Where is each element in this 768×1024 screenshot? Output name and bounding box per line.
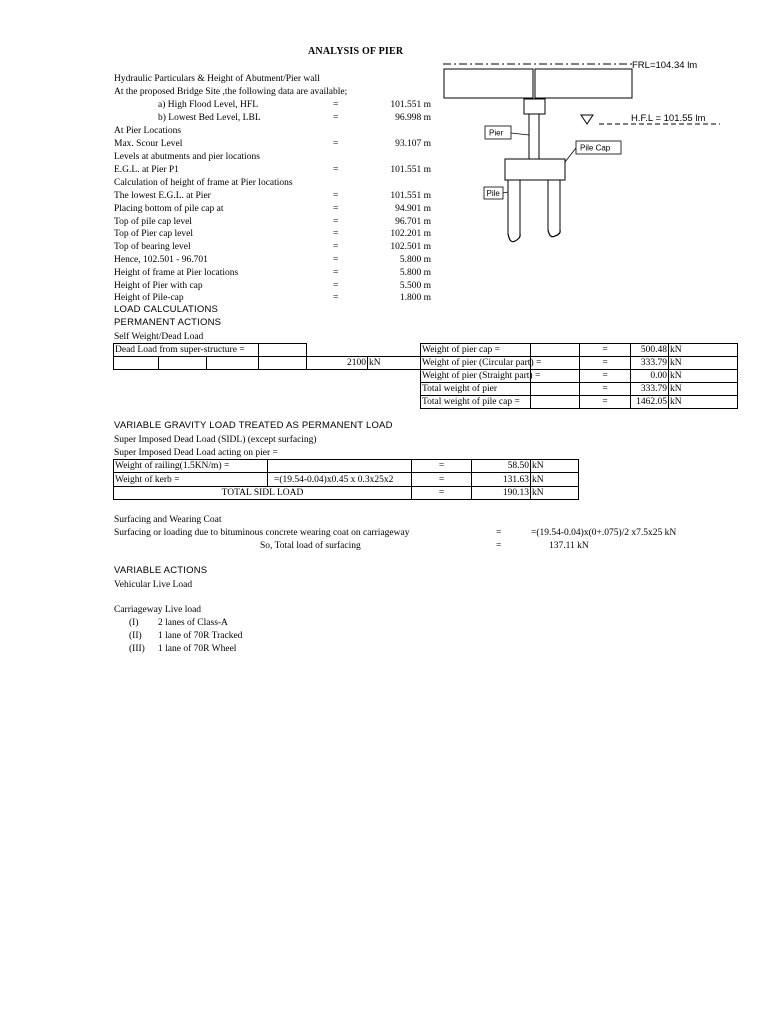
calc-row-value: 5.800 m bbox=[399, 255, 431, 265]
surfacing-formula: =(19.54-0.04)x(0+.075)/2 x7.5x25 kN bbox=[531, 528, 677, 538]
calc-row-value: 96.701 m bbox=[395, 216, 431, 227]
dead-load-value: 2100 bbox=[347, 358, 366, 368]
sidl-total-eq: = bbox=[438, 488, 445, 498]
calc-row-label: Placing bottom of pile cap at bbox=[114, 203, 224, 214]
calc-row-value: 94.901 m bbox=[395, 203, 431, 214]
calc-row-label: The lowest E.G.L. at Pier bbox=[114, 191, 211, 201]
railing-value: 58.50 bbox=[507, 461, 529, 471]
weight-row-value: 333.79 bbox=[640, 358, 667, 368]
load-heading: LOAD CALCULATIONS bbox=[114, 304, 219, 315]
weight-row-eq: = bbox=[602, 358, 608, 368]
pile-tip-left bbox=[508, 234, 520, 242]
railing-label: Weight of railing(1.5KN/m) = bbox=[115, 461, 230, 471]
scour-label: Max. Scour Level bbox=[114, 139, 183, 149]
sidl-total-label: TOTAL SIDL LOAD bbox=[221, 488, 304, 498]
sidl-heading: VARIABLE GRAVITY LOAD TREATED AS PERMANENT LOAD bbox=[114, 420, 393, 431]
weight-row-cell bbox=[530, 382, 580, 396]
weight-row-label: Weight of pier cap = bbox=[422, 345, 500, 355]
sidl-line2: Super Imposed Dead Load acting on pier = bbox=[114, 448, 278, 458]
self-weight-heading: Self Weight/Dead Load bbox=[114, 332, 204, 342]
weight-row-eq: = bbox=[602, 345, 608, 355]
dl-row-cell-2 bbox=[158, 356, 207, 370]
levels-heading: Levels at abutments and pier locations bbox=[114, 152, 260, 162]
carriageway-heading: Carriageway Live load bbox=[114, 605, 202, 615]
scour-value: 93.107 m bbox=[395, 139, 431, 149]
weight-row-label: Weight of pier (Straight part) = bbox=[422, 371, 541, 381]
calc-row-label: Hence, 102.501 - 96.701 bbox=[114, 255, 208, 265]
weight-row-eq: = bbox=[602, 384, 608, 394]
frl-label: FRL=104.34 lm bbox=[632, 60, 698, 71]
lbl-value: 96.998 m bbox=[395, 113, 431, 123]
calc-row-eq: = bbox=[333, 242, 339, 253]
weight-row-unit: kN bbox=[670, 384, 682, 394]
pier-callout: Pier bbox=[489, 128, 504, 138]
variable-heading: VARIABLE ACTIONS bbox=[114, 565, 208, 576]
pile-tip-right bbox=[548, 230, 560, 237]
weight-row-label: Total weight of pier bbox=[422, 384, 498, 394]
pier-locations-heading: At Pier Locations bbox=[114, 126, 182, 136]
dead-load-empty-cell bbox=[258, 343, 307, 357]
deck-right bbox=[535, 69, 632, 98]
weight-row-label: Weight of pier (Circular part) = bbox=[422, 358, 542, 368]
egl-eq: = bbox=[333, 165, 339, 175]
dl-row-cell-4 bbox=[258, 356, 307, 370]
calc-row-value: 102.501 m bbox=[390, 242, 431, 253]
egl-value: 101.551 m bbox=[390, 165, 431, 175]
weight-row-unit: kN bbox=[670, 345, 682, 355]
calc-row-label: Top of pile cap level bbox=[114, 216, 192, 227]
surfacing-line: Surfacing or loading due to bituminous concrete wearing coat on carriageway bbox=[114, 528, 410, 538]
weight-row-cell bbox=[530, 356, 580, 370]
calc-row-value: 5.500 m bbox=[399, 280, 431, 291]
hfl-marker bbox=[581, 115, 593, 124]
weight-row-value: 333.79 bbox=[640, 384, 667, 394]
scour-eq: = bbox=[333, 139, 339, 149]
pier-diagram bbox=[440, 58, 730, 250]
vehicular-heading: Vehicular Live Load bbox=[114, 580, 193, 590]
weight-row-value: 0.00 bbox=[650, 371, 667, 381]
deck-left bbox=[444, 69, 533, 98]
weight-row-eq: = bbox=[602, 397, 608, 407]
kerb-unit: kN bbox=[532, 475, 544, 485]
live-load-item: 1 lane of 70R Tracked bbox=[158, 631, 243, 641]
calc-row-eq: = bbox=[333, 191, 339, 201]
weight-row-unit: kN bbox=[670, 358, 682, 368]
lbl-eq: = bbox=[333, 113, 339, 123]
calc-row-label: Height of Pile-cap bbox=[114, 293, 184, 304]
calc-row-value: 102.201 m bbox=[390, 229, 431, 240]
dl-row-cell-1 bbox=[113, 356, 159, 370]
railing-formula-cell bbox=[267, 459, 412, 473]
calc-row-eq: = bbox=[333, 229, 339, 240]
railing-unit: kN bbox=[532, 461, 544, 471]
pile-callout: Pile bbox=[486, 189, 500, 198]
weight-row-eq: = bbox=[602, 371, 608, 381]
sidl-line1: Super Imposed Dead Load (SIDL) (except surfacing) bbox=[114, 435, 317, 445]
calc-row-value: 1.800 m bbox=[399, 293, 431, 304]
surfacing-eq: = bbox=[496, 528, 502, 538]
calc-row-value: 5.800 m bbox=[399, 267, 431, 278]
hydraulic-heading: Hydraulic Particulars & Height of Abutment/Pier wall bbox=[114, 74, 320, 84]
weight-row-unit: kN bbox=[670, 397, 682, 407]
lbl-label: b) Lowest Bed Level, LBL bbox=[158, 113, 261, 123]
live-load-number: (III) bbox=[129, 644, 145, 654]
surfacing-total-eq: = bbox=[496, 541, 502, 551]
kerb-eq: = bbox=[438, 475, 445, 485]
hfl-value: 101.551 m bbox=[390, 100, 431, 110]
dead-load-label: Dead Load from super-structure = bbox=[115, 345, 245, 355]
live-load-item: 2 lanes of Class-A bbox=[158, 618, 228, 628]
calc-row-eq: = bbox=[333, 255, 339, 265]
weight-row-value: 1462.05 bbox=[636, 397, 667, 407]
egl-label: E.G.L. at Pier P1 bbox=[114, 165, 179, 175]
weight-row-cell bbox=[530, 395, 580, 409]
sidl-total-unit: kN bbox=[532, 488, 544, 498]
weight-row-unit: kN bbox=[670, 371, 682, 381]
calc-row-eq: = bbox=[333, 203, 339, 214]
railing-eq: = bbox=[438, 461, 445, 471]
calc-row-eq: = bbox=[333, 293, 339, 304]
surfacing-total-label: So, Total load of surfacing bbox=[260, 541, 361, 551]
pier-cap-shape bbox=[524, 99, 545, 114]
calc-row-label: Top of bearing level bbox=[114, 242, 191, 253]
weight-row-label: Total weight of pile cap = bbox=[422, 397, 520, 407]
pier-column bbox=[529, 114, 539, 159]
calc-heading: Calculation of height of frame at Pier locations bbox=[114, 178, 293, 188]
surfacing-total-value: 137.11 kN bbox=[549, 541, 589, 551]
kerb-value: 131.63 bbox=[502, 475, 529, 485]
page-title: ANALYSIS OF PIER bbox=[308, 46, 404, 57]
calc-row-label: Height of frame at Pier locations bbox=[114, 267, 239, 278]
hfl-label: a) High Flood Level, HFL bbox=[158, 100, 259, 110]
kerb-label: Weight of kerb = bbox=[115, 475, 180, 485]
calc-row-eq: = bbox=[333, 267, 339, 278]
weight-row-value: 500.48 bbox=[640, 345, 667, 355]
hfl-label: H.F.L = 101.55 lm bbox=[631, 113, 706, 124]
live-load-item: 1 lane of 70R Wheel bbox=[158, 644, 237, 654]
permanent-heading: PERMANENT ACTIONS bbox=[114, 317, 222, 328]
calc-row-label: Height of Pier with cap bbox=[114, 280, 203, 291]
dead-load-unit: kN bbox=[369, 358, 381, 368]
kerb-formula: =(19.54-0.04)x0.45 x 0.3x25x2 bbox=[274, 475, 394, 485]
calc-row-eq: = bbox=[333, 280, 339, 291]
sidl-total-value: 190.13 bbox=[502, 488, 529, 498]
dl-row-cell-3 bbox=[206, 356, 259, 370]
live-load-number: (I) bbox=[129, 618, 139, 628]
weight-row-cell bbox=[530, 369, 580, 383]
calc-row-value: 101.551 m bbox=[390, 191, 431, 201]
hfl-eq: = bbox=[333, 100, 339, 110]
pile-cap-callout: Pile Cap bbox=[580, 143, 611, 153]
calc-row-eq: = bbox=[333, 216, 339, 227]
surfacing-heading: Surfacing and Wearing Coat bbox=[114, 515, 222, 525]
weight-row-cell bbox=[530, 343, 580, 357]
calc-row-label: Top of Pier cap level bbox=[114, 229, 194, 240]
live-load-number: (II) bbox=[129, 631, 142, 641]
pile-cap-shape bbox=[505, 159, 565, 180]
hydraulic-intro: At the proposed Bridge Site ,the following data are available; bbox=[114, 87, 348, 97]
